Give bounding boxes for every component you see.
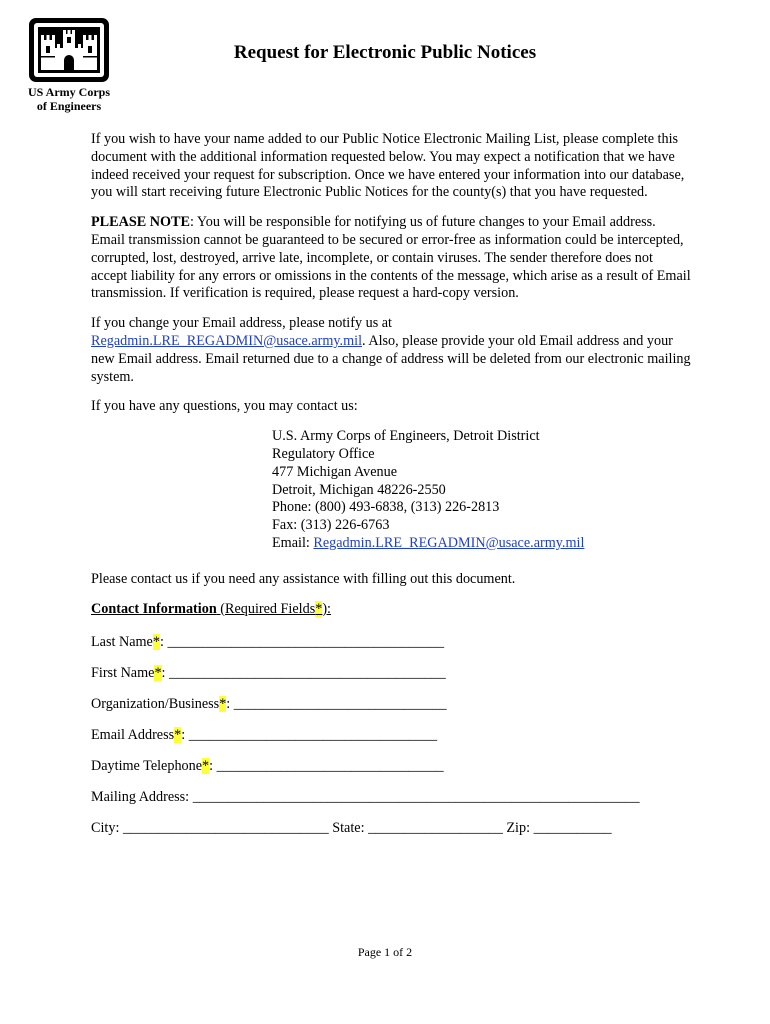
questions-paragraph: If you have any questions, you may contact us: [91,398,358,415]
note-paragraph [91,214,691,303]
note-label: PLEASE NOTE [91,214,190,231]
organization-input[interactable]: ______________________________ [233,696,447,713]
address-email-label: Email: [272,534,314,551]
address-fax: Fax: (313) 226-6763 [272,517,390,534]
telephone-colon: : [209,758,214,775]
required-fields-prefix: (Required Fields [216,600,316,617]
zip-input[interactable]: ___________ [533,820,612,837]
castle-icon [29,18,109,82]
mailing-address-input[interactable]: _______________________________________________________________ [192,789,640,806]
contact-info-heading [91,601,691,619]
organization-asterisk: * [219,696,227,713]
city-label: City: [91,820,120,837]
first-name-colon: : [161,665,166,682]
organization-name [10,85,128,113]
zip-label: Zip: [506,820,531,837]
last-name-input[interactable]: _______________________________________ [167,634,445,651]
page-number: Page 1 of 2 [357,945,413,959]
last-name-colon: : [159,634,164,651]
contact-heading-title: Contact Information [91,600,217,617]
address-line-1: U.S. Army Corps of Engineers, Detroit District [272,428,540,445]
address-line-2: Regulatory Office [272,445,375,462]
required-asterisk: * [315,600,323,617]
first-name-input[interactable]: _______________________________________ [169,665,446,682]
first-name-asterisk: * [154,665,162,682]
assist-paragraph: Please contact us if you need any assistance with filling out this document. [91,570,516,587]
email-change-link[interactable]: Regadmin.LRE_REGADMIN@usace.army.mil [91,332,363,349]
email-field[interactable] [91,726,691,744]
address-email-line [272,535,691,553]
city-input[interactable]: _____________________________ [122,820,329,837]
email-input[interactable]: ___________________________________ [188,727,438,744]
organization-label: Organization/Business [91,696,220,713]
email-change-paragraph [91,315,691,386]
state-label: State: [332,820,365,837]
email-change-prefix: If you change your Email address, please notify us at [91,315,392,332]
page-title: Request for Electronic Public Notices [233,42,537,63]
email-colon: : [181,727,186,744]
mailing-address-label: Mailing Address: [91,789,190,806]
first-name-label: First Name [91,665,155,682]
last-name-field[interactable] [91,633,691,651]
email-label: Email Address [91,727,175,744]
intro-paragraph: If you wish to have your name added to our Public Notice Electronic Mailing List, please complete this document with the additional information requested below. You may expect a notification that we have indeed received your request for subscription. Once we have entered your information into our database, you will start receiving future Electronic Public Notices for the county(s) that you have requested. [91,131,685,201]
last-name-asterisk: * [152,634,160,651]
note-text: : You will be responsible for notifying us of future changes to your Email address. Email transmission cannot be guaranteed to be secured or error-free as information could be intercepted, corrupted, lost, destroyed, arrive late, incomplete, or contain viruses. The sender therefore does not accept liability for any errors or omissions in the contents of the message, which arise as a result of Email transmission. If verification is required, please request a hard-copy version. [91,214,691,302]
address-email-link[interactable]: Regadmin.LRE_REGADMIN@usace.army.mil [313,534,585,551]
org-line-2: of Engineers [36,99,102,113]
organization-colon: : [226,696,231,713]
city-state-zip-field[interactable] [91,819,691,837]
organization-field[interactable] [91,695,691,713]
telephone-asterisk: * [202,758,210,775]
telephone-input[interactable]: ________________________________ [216,758,444,775]
address-line-4: Detroit, Michigan 48226-2550 [272,481,446,498]
address-phone: Phone: (800) 493-6838, (313) 226-2813 [272,499,500,516]
first-name-field[interactable] [91,664,691,682]
last-name-label: Last Name [91,634,153,651]
address-line-3: 477 Michigan Avenue [272,463,398,480]
state-input[interactable]: ___________________ [368,820,503,837]
mailing-address-field[interactable] [91,788,691,806]
org-line-1: US Army Corps [27,85,110,99]
required-fields-suffix: ): [322,600,331,617]
email-asterisk: * [174,727,182,744]
document-body [91,131,691,850]
contact-address-block [272,428,691,553]
telephone-field[interactable] [91,757,691,775]
telephone-label: Daytime Telephone [91,758,203,775]
email-change-suffix: . Also, please provide your old Email address and your new Email address. Email returned due to a change of address will be deleted from our electronic mailing system. [91,332,691,385]
